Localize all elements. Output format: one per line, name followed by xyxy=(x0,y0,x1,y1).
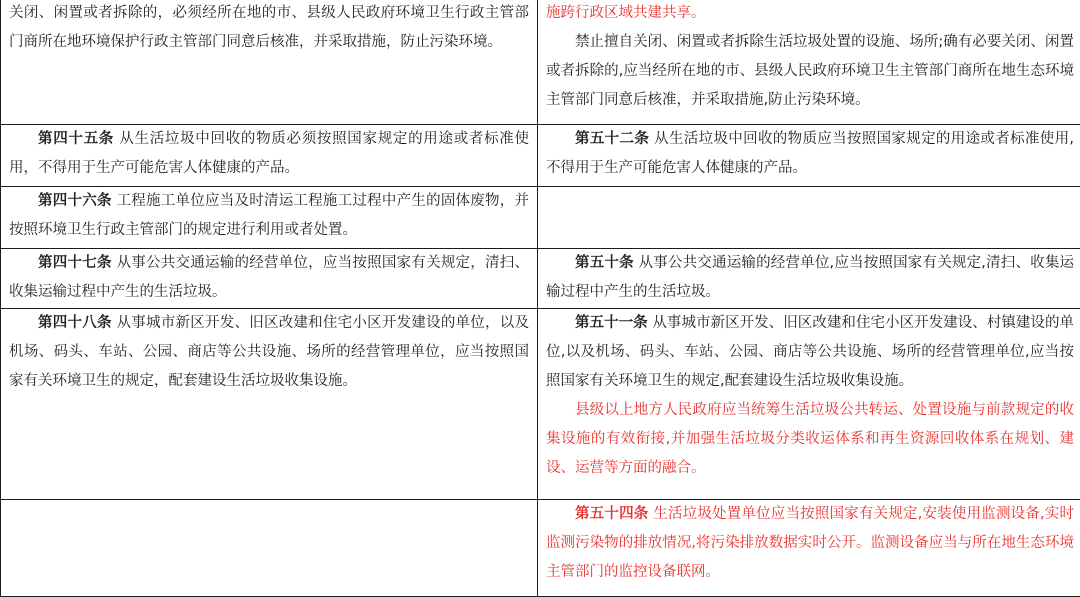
new-law-cell xyxy=(538,500,1080,597)
old-law-cell xyxy=(1,187,538,249)
article-number: 第五十一条 xyxy=(575,315,648,331)
table-row xyxy=(1,187,1080,249)
article-text: 工程施工单位应当及时清运工程施工过程中产生的固体废物，并按照环境卫生行政主管部门的规定进行利用或者处置。 xyxy=(9,193,529,238)
article-number: 第五十二条 xyxy=(575,131,649,147)
amendment-text: 施跨行政区域共建共享。 xyxy=(546,0,1074,28)
article-paragraph xyxy=(546,500,1074,587)
new-law-cell-empty xyxy=(538,187,1080,249)
old-law-cell xyxy=(1,125,538,187)
table-row xyxy=(1,0,1080,125)
new-law-cell xyxy=(538,0,1080,125)
article-paragraph xyxy=(546,125,1074,183)
article-paragraph xyxy=(9,249,529,307)
article-paragraph xyxy=(546,309,1074,396)
article-number: 第四十八条 xyxy=(38,315,112,331)
amendment-text: 县级以上地方人民政府应当统筹生活垃圾公共转运、处置设施与前款规定的收集设施的有效衔接,并加强生活垃圾分类收运体系和再生资源回收体系在规划、建设、运营等方面的融合。 xyxy=(546,396,1074,483)
new-law-cell xyxy=(538,249,1080,309)
table-row xyxy=(1,500,1080,597)
article-paragraph xyxy=(9,187,529,245)
article-number: 第四十五条 xyxy=(38,131,114,147)
article-number: 第四十六条 xyxy=(38,193,112,209)
table-row xyxy=(1,249,1080,309)
article-text: 从事公共交通运输的经营单位，应当按照国家有关规定，清扫、收集运输过程中产生的生活垃圾。 xyxy=(9,255,529,300)
article-text: 关闭、闲置或者拆除的，必须经所在地的市、县级人民政府环境卫生行政主管部门商所在地环境保护行政主管部门同意后核准，并采取措施，防止污染环境。 xyxy=(9,0,529,57)
table-row xyxy=(1,125,1080,187)
new-law-cell xyxy=(538,309,1080,500)
article-paragraph xyxy=(9,309,529,396)
article-text: 从事城市新区开发、旧区改建和住宅小区开发建设、村镇建设的单位,以及机场、码头、车站、公园、商店等公共设施、场所的经营管理单位,应当按照国家有关环境卫生的规定,配套建设生活垃圾收集设施。 xyxy=(546,315,1074,389)
old-law-cell xyxy=(1,309,538,500)
article-number: 第五十条 xyxy=(575,255,634,271)
article-text: 从生活垃圾中回收的物质应当按照国家规定的用途或者标准使用,不得用于生产可能危害人体健康的产品。 xyxy=(546,131,1074,176)
old-law-cell-empty xyxy=(1,500,538,597)
old-law-cell xyxy=(1,0,538,125)
new-law-cell xyxy=(538,125,1080,187)
article-text: 生活垃圾处置单位应当按照国家有关规定,安装使用监测设备,实时监测污染物的排放情况,将污染排放数据实时公开。监测设备应当与所在地生态环境主管部门的监控设备联网。 xyxy=(546,506,1074,580)
article-text: 从生活垃圾中回收的物质必须按照国家规定的用途或者标准使用，不得用于生产可能危害人体健康的产品。 xyxy=(9,131,529,176)
table-row xyxy=(1,309,1080,500)
article-paragraph xyxy=(9,125,529,183)
old-law-cell xyxy=(1,249,538,309)
article-text: 从事城市新区开发、旧区改建和住宅小区开发建设的单位，以及机场、码头、车站、公园、商店等公共设施、场所的经营管理单位，应当按照国家有关环境卫生的规定，配套建设生活垃圾收集设施。 xyxy=(9,315,529,389)
article-number: 第四十七条 xyxy=(38,255,112,271)
article-paragraph xyxy=(546,249,1074,307)
article-text: 从事公共交通运输的经营单位,应当按照国家有关规定,清扫、收集运输过程中产生的生活垃圾。 xyxy=(546,255,1074,300)
article-text: 禁止擅自关闭、闲置或者拆除生活垃圾处置的设施、场所;确有必要关闭、闲置或者拆除的,应当经所在地的市、县级人民政府环境卫生主管部门商所在地生态环境主管部门同意后核准，并采取措施,防止污染环境。 xyxy=(546,28,1074,115)
article-number: 第五十四条 xyxy=(575,506,648,522)
